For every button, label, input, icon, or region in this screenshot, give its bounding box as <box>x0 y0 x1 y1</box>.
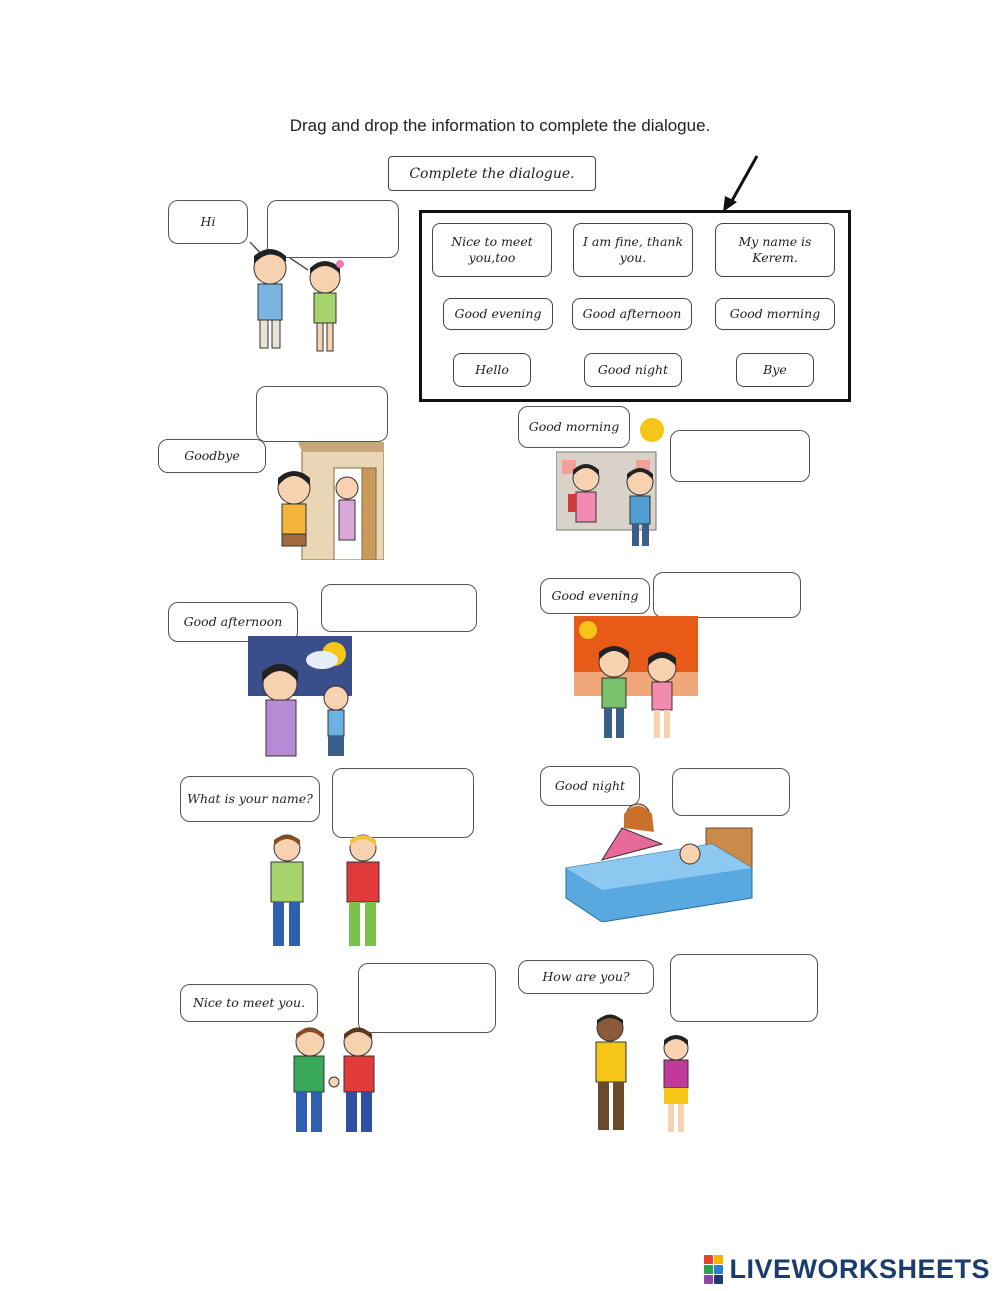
boys-introduction-illustration <box>245 834 395 952</box>
answer-drop-good-afternoon[interactable] <box>321 584 477 632</box>
evening-illustration <box>574 616 698 744</box>
answer-drop-name[interactable] <box>332 768 474 838</box>
kids-talking-illustration <box>580 1012 704 1138</box>
school-morning-illustration <box>556 412 672 552</box>
word-chip-nice-to-meet-too[interactable]: Nice to meet you,too <box>432 223 552 277</box>
word-chip-good-morning[interactable]: Good morning <box>715 298 835 330</box>
handshake-illustration <box>282 1022 386 1140</box>
word-chip-my-name[interactable]: My name is Kerem. <box>715 223 835 277</box>
afternoon-illustration <box>248 636 352 758</box>
word-chip-hello[interactable]: Hello <box>453 353 531 387</box>
word-chip-good-afternoon[interactable]: Good afternoon <box>572 298 692 330</box>
word-chip-i-am-fine[interactable]: I am fine, thank you. <box>573 223 693 277</box>
prompt-bubble-hi: Hi <box>168 200 248 244</box>
answer-drop-goodbye[interactable] <box>256 386 388 442</box>
word-chip-good-night[interactable]: Good night <box>584 353 682 387</box>
prompt-bubble-good-evening: Good evening <box>540 578 650 614</box>
prompt-bubble-what-is-your-name: What is your name? <box>180 776 320 822</box>
liveworksheets-logo <box>704 1254 990 1285</box>
word-chip-good-evening[interactable]: Good evening <box>443 298 553 330</box>
word-chip-bye[interactable]: Bye <box>736 353 814 387</box>
liveworksheets-logo-icon <box>704 1255 723 1284</box>
bedtime-illustration <box>562 798 758 922</box>
goodbye-door-illustration <box>262 442 384 560</box>
answer-drop-good-morning[interactable] <box>670 430 810 482</box>
prompt-bubble-good-morning: Good morning <box>518 406 630 448</box>
worksheet-title: Complete the dialogue. <box>388 156 596 191</box>
word-bank <box>419 210 851 402</box>
prompt-bubble-how-are-you: How are you? <box>518 960 654 994</box>
prompt-bubble-nice-to-meet-you: Nice to meet you. <box>180 984 318 1022</box>
answer-drop-good-evening[interactable] <box>653 572 801 618</box>
prompt-bubble-good-night: Good night <box>540 766 640 806</box>
children-greeting-illustration <box>230 240 370 365</box>
instruction-text: Drag and drop the information to complete the dialogue. <box>289 116 711 135</box>
prompt-bubble-good-afternoon: Good afternoon <box>168 602 298 642</box>
liveworksheets-logo-text: LIVEWORKSHEETS <box>729 1254 990 1284</box>
prompt-bubble-goodbye: Goodbye <box>158 439 266 473</box>
